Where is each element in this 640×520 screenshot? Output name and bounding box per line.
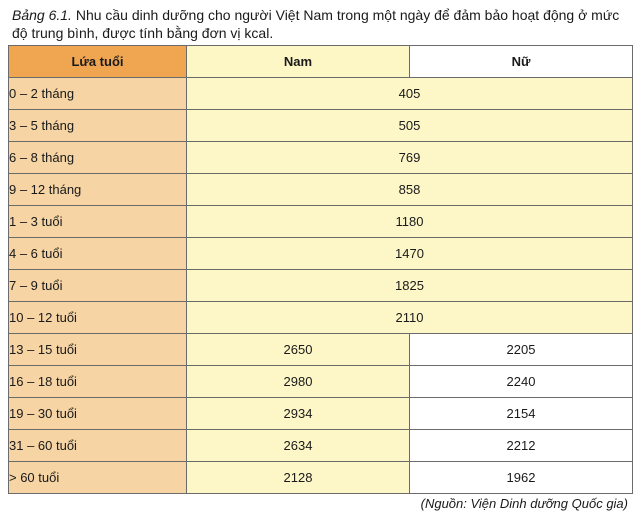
table-row	[9, 462, 633, 494]
shared-value-cell: 505	[187, 110, 633, 142]
age-cell: 16 – 18 tuổi	[9, 366, 187, 398]
age-cell: 6 – 8 tháng	[9, 142, 187, 174]
age-cell: 0 – 2 tháng	[9, 78, 187, 110]
male-value-cell: 2934	[187, 398, 410, 430]
table-caption	[12, 6, 628, 42]
table-row	[9, 78, 633, 110]
shared-value-cell: 1825	[187, 270, 633, 302]
source-note: (Nguồn: Viện Dinh dưỡng Quốc gia)	[420, 496, 628, 511]
table-row	[9, 334, 633, 366]
shared-value-cell: 1470	[187, 238, 633, 270]
header-age: Lứa tuổi	[9, 46, 187, 78]
header-female: Nữ	[410, 46, 633, 78]
age-cell: 19 – 30 tuổi	[9, 398, 187, 430]
female-value-cell: 1962	[410, 462, 633, 494]
shared-value-cell: 405	[187, 78, 633, 110]
age-cell: 1 – 3 tuổi	[9, 206, 187, 238]
caption-label: Bảng 6.1.	[12, 7, 72, 23]
female-value-cell: 2240	[410, 366, 633, 398]
table-row	[9, 110, 633, 142]
shared-value-cell: 858	[187, 174, 633, 206]
shared-value-cell: 1180	[187, 206, 633, 238]
table-row	[9, 430, 633, 462]
age-cell: 31 – 60 tuổi	[9, 430, 187, 462]
nutrition-table	[8, 45, 633, 494]
age-cell: 7 – 9 tuổi	[9, 270, 187, 302]
table-row	[9, 366, 633, 398]
table-row	[9, 302, 633, 334]
male-value-cell: 2128	[187, 462, 410, 494]
age-cell: 9 – 12 tháng	[9, 174, 187, 206]
table-row	[9, 238, 633, 270]
table-row	[9, 142, 633, 174]
age-cell: 10 – 12 tuổi	[9, 302, 187, 334]
shared-value-cell: 2110	[187, 302, 633, 334]
caption-text: Nhu cầu dinh dưỡng cho người Việt Nam trong một ngày để đảm bảo hoạt động ở mức độ trung bình, được tính bằng đơn vị kcal.	[12, 7, 620, 41]
age-cell: 4 – 6 tuổi	[9, 238, 187, 270]
male-value-cell: 2634	[187, 430, 410, 462]
table-row	[9, 206, 633, 238]
female-value-cell: 2212	[410, 430, 633, 462]
male-value-cell: 2980	[187, 366, 410, 398]
shared-value-cell: 769	[187, 142, 633, 174]
table-row	[9, 174, 633, 206]
female-value-cell: 2154	[410, 398, 633, 430]
header-male: Nam	[187, 46, 410, 78]
female-value-cell: 2205	[410, 334, 633, 366]
header-row	[9, 46, 633, 78]
age-cell: 13 – 15 tuổi	[9, 334, 187, 366]
age-cell: > 60 tuổi	[9, 462, 187, 494]
table-row	[9, 270, 633, 302]
table-row	[9, 398, 633, 430]
age-cell: 3 – 5 tháng	[9, 110, 187, 142]
male-value-cell: 2650	[187, 334, 410, 366]
